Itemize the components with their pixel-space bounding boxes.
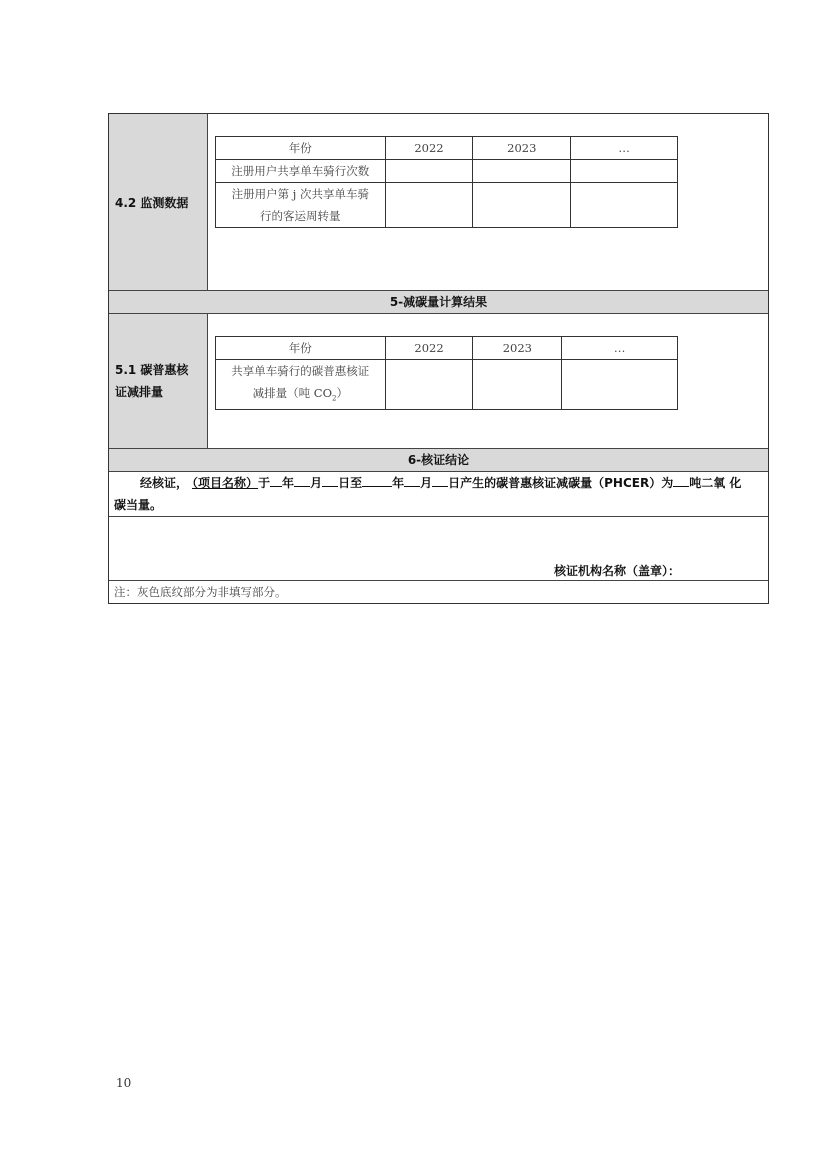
table-header-row xyxy=(216,137,678,160)
conclusion-line-2: 碳当量。 xyxy=(114,498,163,512)
header-cell: … xyxy=(562,337,678,360)
conclusion-text: 月 xyxy=(420,476,433,490)
row-label xyxy=(216,183,386,228)
footnote: 注：灰色底纹部分为非填写部分。 xyxy=(114,585,287,599)
header-cell: 年份 xyxy=(216,137,386,160)
label-text: 减排量（吨 CO xyxy=(252,386,332,400)
conclusion-text: 日至 xyxy=(338,476,363,490)
value-cell-2023[interactable] xyxy=(473,360,562,410)
conclusion-statement xyxy=(114,472,764,516)
project-name-field[interactable]: （项目名称） xyxy=(192,476,259,490)
conclusion-line-1 xyxy=(114,472,764,494)
conclusion-text: 年 xyxy=(392,476,405,490)
header-cell: 2022 xyxy=(385,337,473,360)
conclusion-text: 日产生的碳普惠核证减碳量（PHCER）为 xyxy=(448,476,674,490)
conclusion-text: 年 xyxy=(282,476,295,490)
conclusion-text: 吨二氧 化 xyxy=(689,476,742,490)
value-cell-more[interactable] xyxy=(571,160,678,183)
label-text: ） xyxy=(336,386,348,400)
divider xyxy=(207,114,208,290)
value-cell-2023[interactable] xyxy=(473,183,571,228)
end-year-blank[interactable] xyxy=(362,472,392,487)
value-cell-more[interactable] xyxy=(571,183,678,228)
end-day-blank[interactable] xyxy=(432,472,448,487)
section-5-1-label xyxy=(115,359,210,403)
row-label-line xyxy=(220,382,381,409)
conclusion-text: 于 xyxy=(258,476,271,490)
row-label-line: 行的客运周转量 xyxy=(260,209,341,223)
header-cell: … xyxy=(571,137,678,160)
subscript: 2 xyxy=(332,394,337,403)
row-label-line: 共享单车骑行的碳普惠核证 xyxy=(231,364,370,378)
page-number: 10 xyxy=(116,1076,132,1090)
amount-blank[interactable] xyxy=(673,472,689,487)
section-5-1-label-line: 证减排量 xyxy=(115,385,164,399)
table-header-row xyxy=(216,337,678,360)
value-cell-2022[interactable] xyxy=(385,160,473,183)
divider xyxy=(207,314,208,448)
conclusion-text: 经核证， xyxy=(140,476,189,490)
start-day-blank[interactable] xyxy=(322,472,338,487)
section-5-title: 5-减碳量计算结果 xyxy=(109,291,768,313)
table-row xyxy=(216,160,678,183)
monitoring-data-table xyxy=(215,136,678,228)
value-cell-2023[interactable] xyxy=(473,160,571,183)
row-label-line: 注册用户第 j 次共享单车骑 xyxy=(231,187,369,201)
header-cell: 2023 xyxy=(473,137,571,160)
end-month-blank[interactable] xyxy=(404,472,420,487)
signature-area[interactable] xyxy=(109,517,768,579)
signature-label: 核证机构名称（盖章）： xyxy=(554,564,681,578)
start-month-blank[interactable] xyxy=(294,472,310,487)
section-5-1-label-line: 5.1 碳普惠核 xyxy=(115,363,189,377)
section-6-title: 6-核证结论 xyxy=(109,449,768,471)
row-label xyxy=(216,360,386,410)
divider xyxy=(109,580,768,581)
conclusion-text: 月 xyxy=(310,476,323,490)
table-row xyxy=(216,183,678,228)
value-cell-more[interactable] xyxy=(562,360,678,410)
table-row xyxy=(216,360,678,410)
emission-reduction-table xyxy=(215,336,678,410)
start-year-blank[interactable] xyxy=(270,472,282,487)
row-label: 注册用户共享单车骑行次数 xyxy=(216,160,386,183)
header-cell: 2023 xyxy=(473,337,562,360)
value-cell-2022[interactable] xyxy=(385,183,473,228)
section-4-2-label: 4.2 监测数据 xyxy=(115,196,189,210)
header-cell: 年份 xyxy=(216,337,386,360)
value-cell-2022[interactable] xyxy=(385,360,473,410)
header-cell: 2022 xyxy=(385,137,473,160)
